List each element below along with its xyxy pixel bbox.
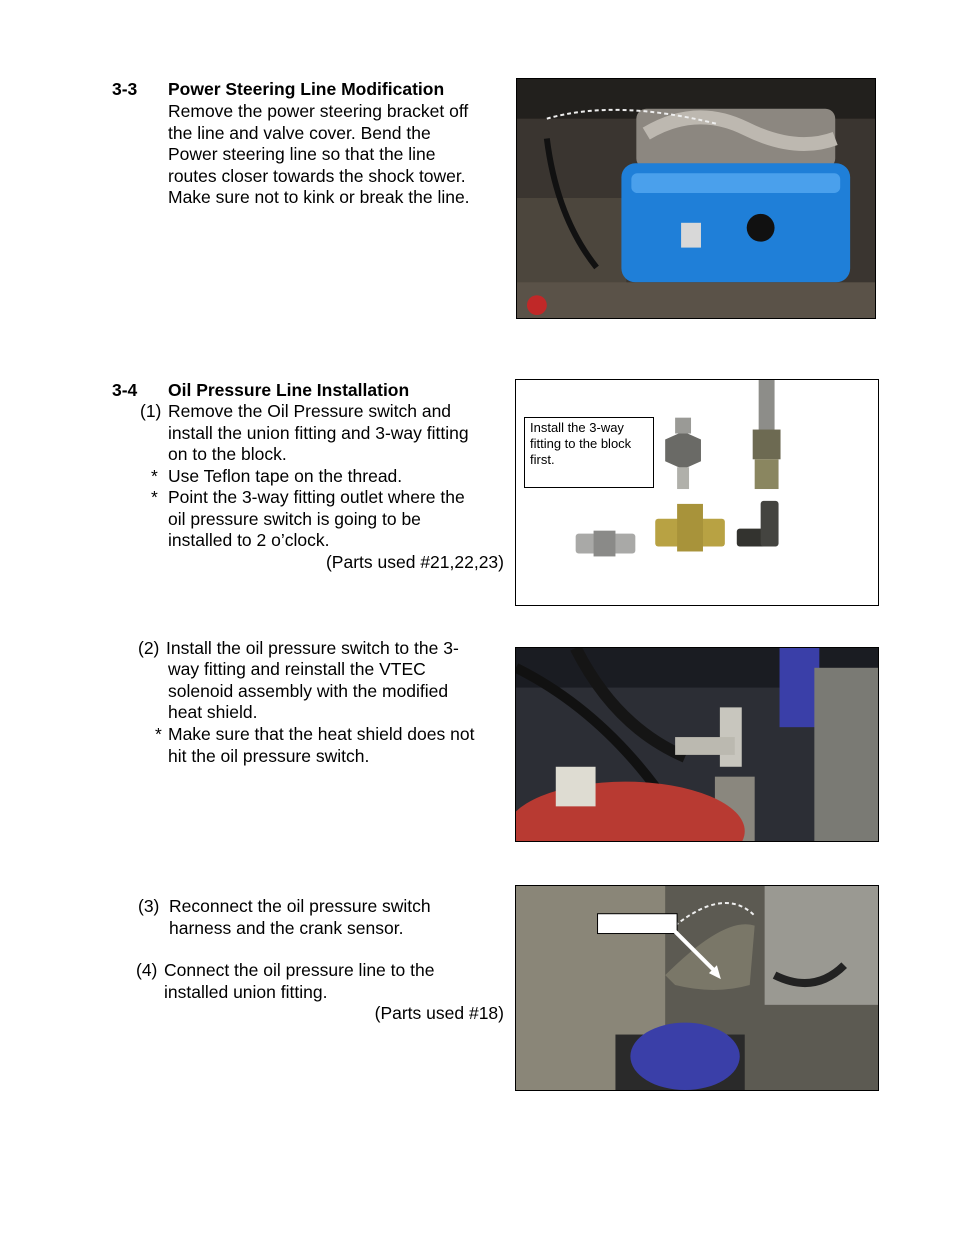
text-line: install the union fitting and 3-way fitting — [168, 422, 469, 443]
oil-line-photo — [515, 885, 879, 1091]
text-line: routes closer towards the shock tower. — [168, 165, 466, 186]
text-line: heat shield. — [168, 702, 258, 722]
text-line: Point the 3-way fitting outlet where the — [168, 487, 465, 507]
text-line: hit the oil pressure switch. — [168, 745, 370, 766]
step-4-second-line: installed union fitting. — [164, 982, 328, 1002]
step-4-parts-used: (Parts used #18) — [374, 1003, 504, 1023]
section-3-3-body — [168, 101, 470, 209]
bullet-marker: * — [151, 466, 158, 486]
step-3-marker: (3) — [138, 896, 160, 916]
section-3-3-number: 3-3 — [112, 79, 138, 99]
text-line: way fitting and reinstall the VTEC — [168, 659, 426, 679]
step-1-parts-used: (Parts used #21,22,23) — [325, 552, 504, 572]
callout-install-3-way: Install the 3-way fitting to the block first. — [524, 417, 654, 488]
text-line: the line and valve cover. Bend the — [168, 122, 431, 143]
section-3-3-title: Power Steering Line Modification — [168, 79, 445, 99]
text-line: Make sure that the heat shield does not — [168, 724, 475, 744]
step-1-bullet-1: Use Teflon tape on the thread. — [168, 466, 403, 486]
text-line: oil pressure switch is going to be — [168, 508, 421, 529]
step-2-marker: (2) — [138, 638, 160, 658]
text-line: solenoid assembly with the modified — [168, 680, 449, 701]
section-3-4-number: 3-4 — [112, 380, 138, 400]
text-line: Power steering line so that the line — [168, 144, 436, 164]
switch-installed-photo — [515, 647, 879, 842]
bullet-marker: * — [155, 724, 162, 744]
section-3-4-title: Oil Pressure Line Installation — [168, 380, 410, 400]
text-line: installed to 2 o’clock. — [168, 530, 330, 550]
step-2-first-line: Install the oil pressure switch to the 3- — [166, 638, 459, 658]
step-1-bullet-2 — [168, 487, 465, 552]
text-line: Reconnect the oil pressure switch — [169, 896, 431, 916]
step-1-marker: (1) — [140, 401, 162, 421]
text-line: harness and the crank sensor. — [169, 917, 404, 938]
text-line: on to the block. — [168, 444, 287, 464]
text-line: Remove the Oil Pressure switch and — [168, 401, 452, 421]
step-2-body — [168, 659, 448, 724]
step-3-body — [169, 896, 431, 939]
step-1-body — [168, 401, 469, 466]
step-4-first-line: Connect the oil pressure line to the — [164, 960, 435, 980]
step-4-marker: (4) — [136, 960, 158, 980]
text-line: Make sure not to kink or break the line. — [168, 187, 470, 207]
engine-bay-photo — [516, 78, 876, 319]
text-line: Remove the power steering bracket off — [168, 101, 469, 121]
bullet-marker: * — [151, 487, 158, 507]
parts-photo — [515, 379, 879, 606]
step-2-bullet — [168, 724, 474, 767]
